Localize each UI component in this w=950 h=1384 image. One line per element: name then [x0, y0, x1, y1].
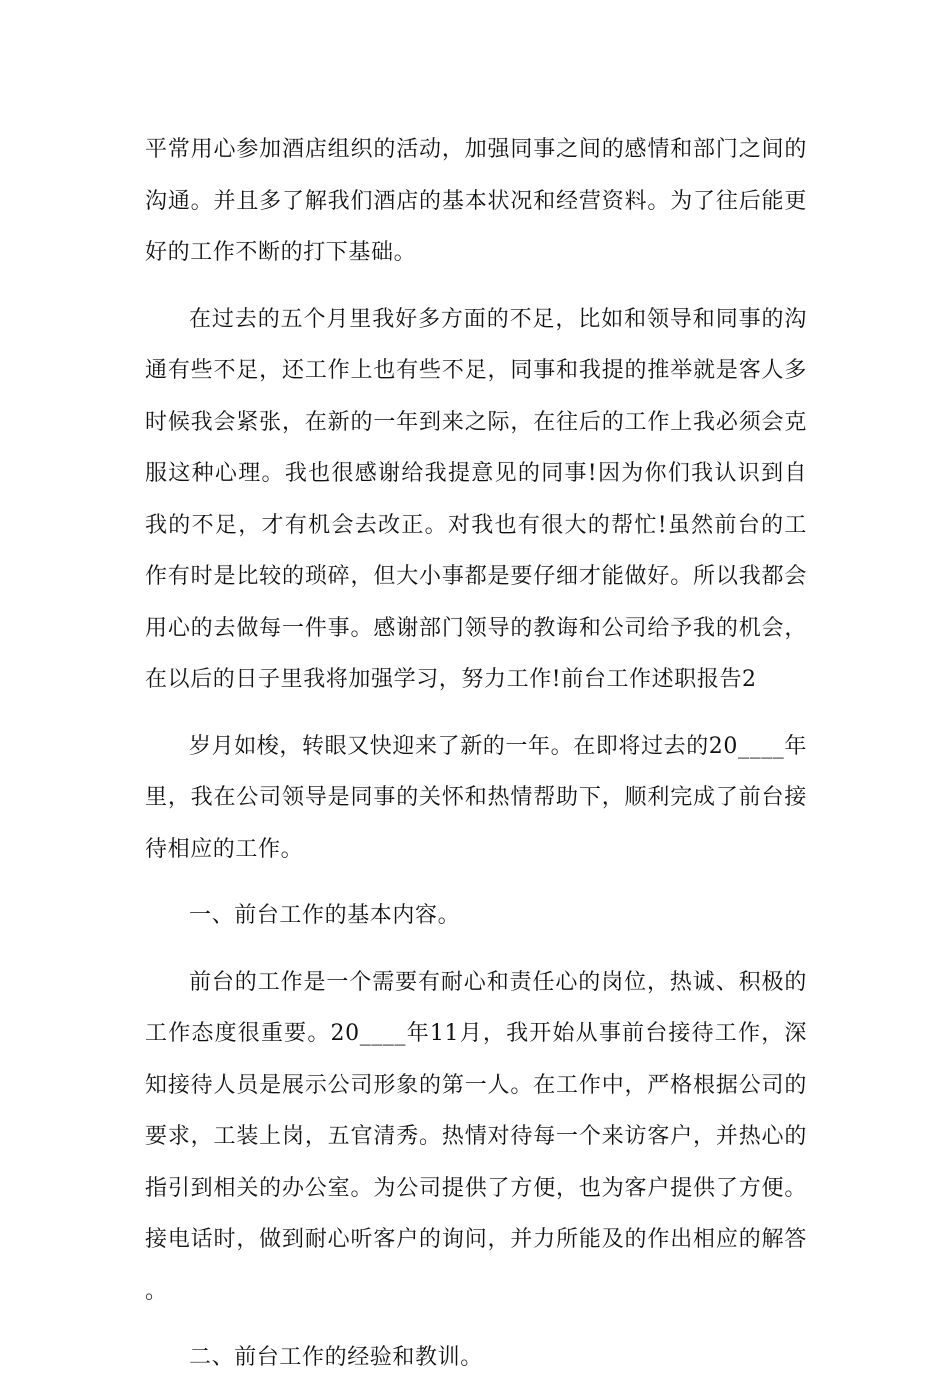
paragraph-3: 岁月如梭，转眼又快迎来了新的一年。在即将过去的20____年里，我在公司领导是同事的关怀和热情帮助下，顺利完成了前台接待相应的工作。 [145, 733, 807, 862]
paragraph-1: 平常用心参加酒店组织的活动，加强同事之间的感情和部门之间的沟通。并且多了解我们酒店的基本状况和经营资料。为了往后能更好的工作不断的打下基础。 [145, 137, 807, 265]
paragraph-4: 前台的工作是一个需要有耐心和责任心的岗位，热诚、积极的工作态度很重要。20____年11月，我开始从事前台接待工作，深知接待人员是展示公司形象的第一人。在工作中，严格根据公司的要求，工装上岗，五官清秀。热情对待每一个来访客户，并热心的指引到相关的办公室。为公司提供了方便，也为客户提供了方便。接电话时，做到耐心听客户的询问，并力所能及的作出相应的解答。 [145, 969, 807, 1304]
paragraph-2: 在过去的五个月里我好多方面的不足，比如和领导和同事的沟通有些不足，还工作上也有些不足，同事和我提的推举就是客人多时候我会紧张，在新的一年到来之际，在往后的工作上我必须会克服这种心理。我也很感谢给我提意见的同事!因为你们我认识到自我的不足，才有机会去改正。对我也有很大的帮忙!虽然前台的工作有时是比较的琐碎，但大小事都是要仔细才能做好。所以我都会用心的去做每一件事。感谢部门领导的教诲和公司给予我的机会，在以后的日子里我将加强学习，努力工作!前台工作述职报告2 [145, 306, 807, 692]
section-heading-2: 二、前台工作的经验和教训。 [189, 1345, 483, 1370]
document-body [145, 124, 807, 1384]
section-heading-1: 一、前台工作的基本内容。 [189, 903, 461, 928]
